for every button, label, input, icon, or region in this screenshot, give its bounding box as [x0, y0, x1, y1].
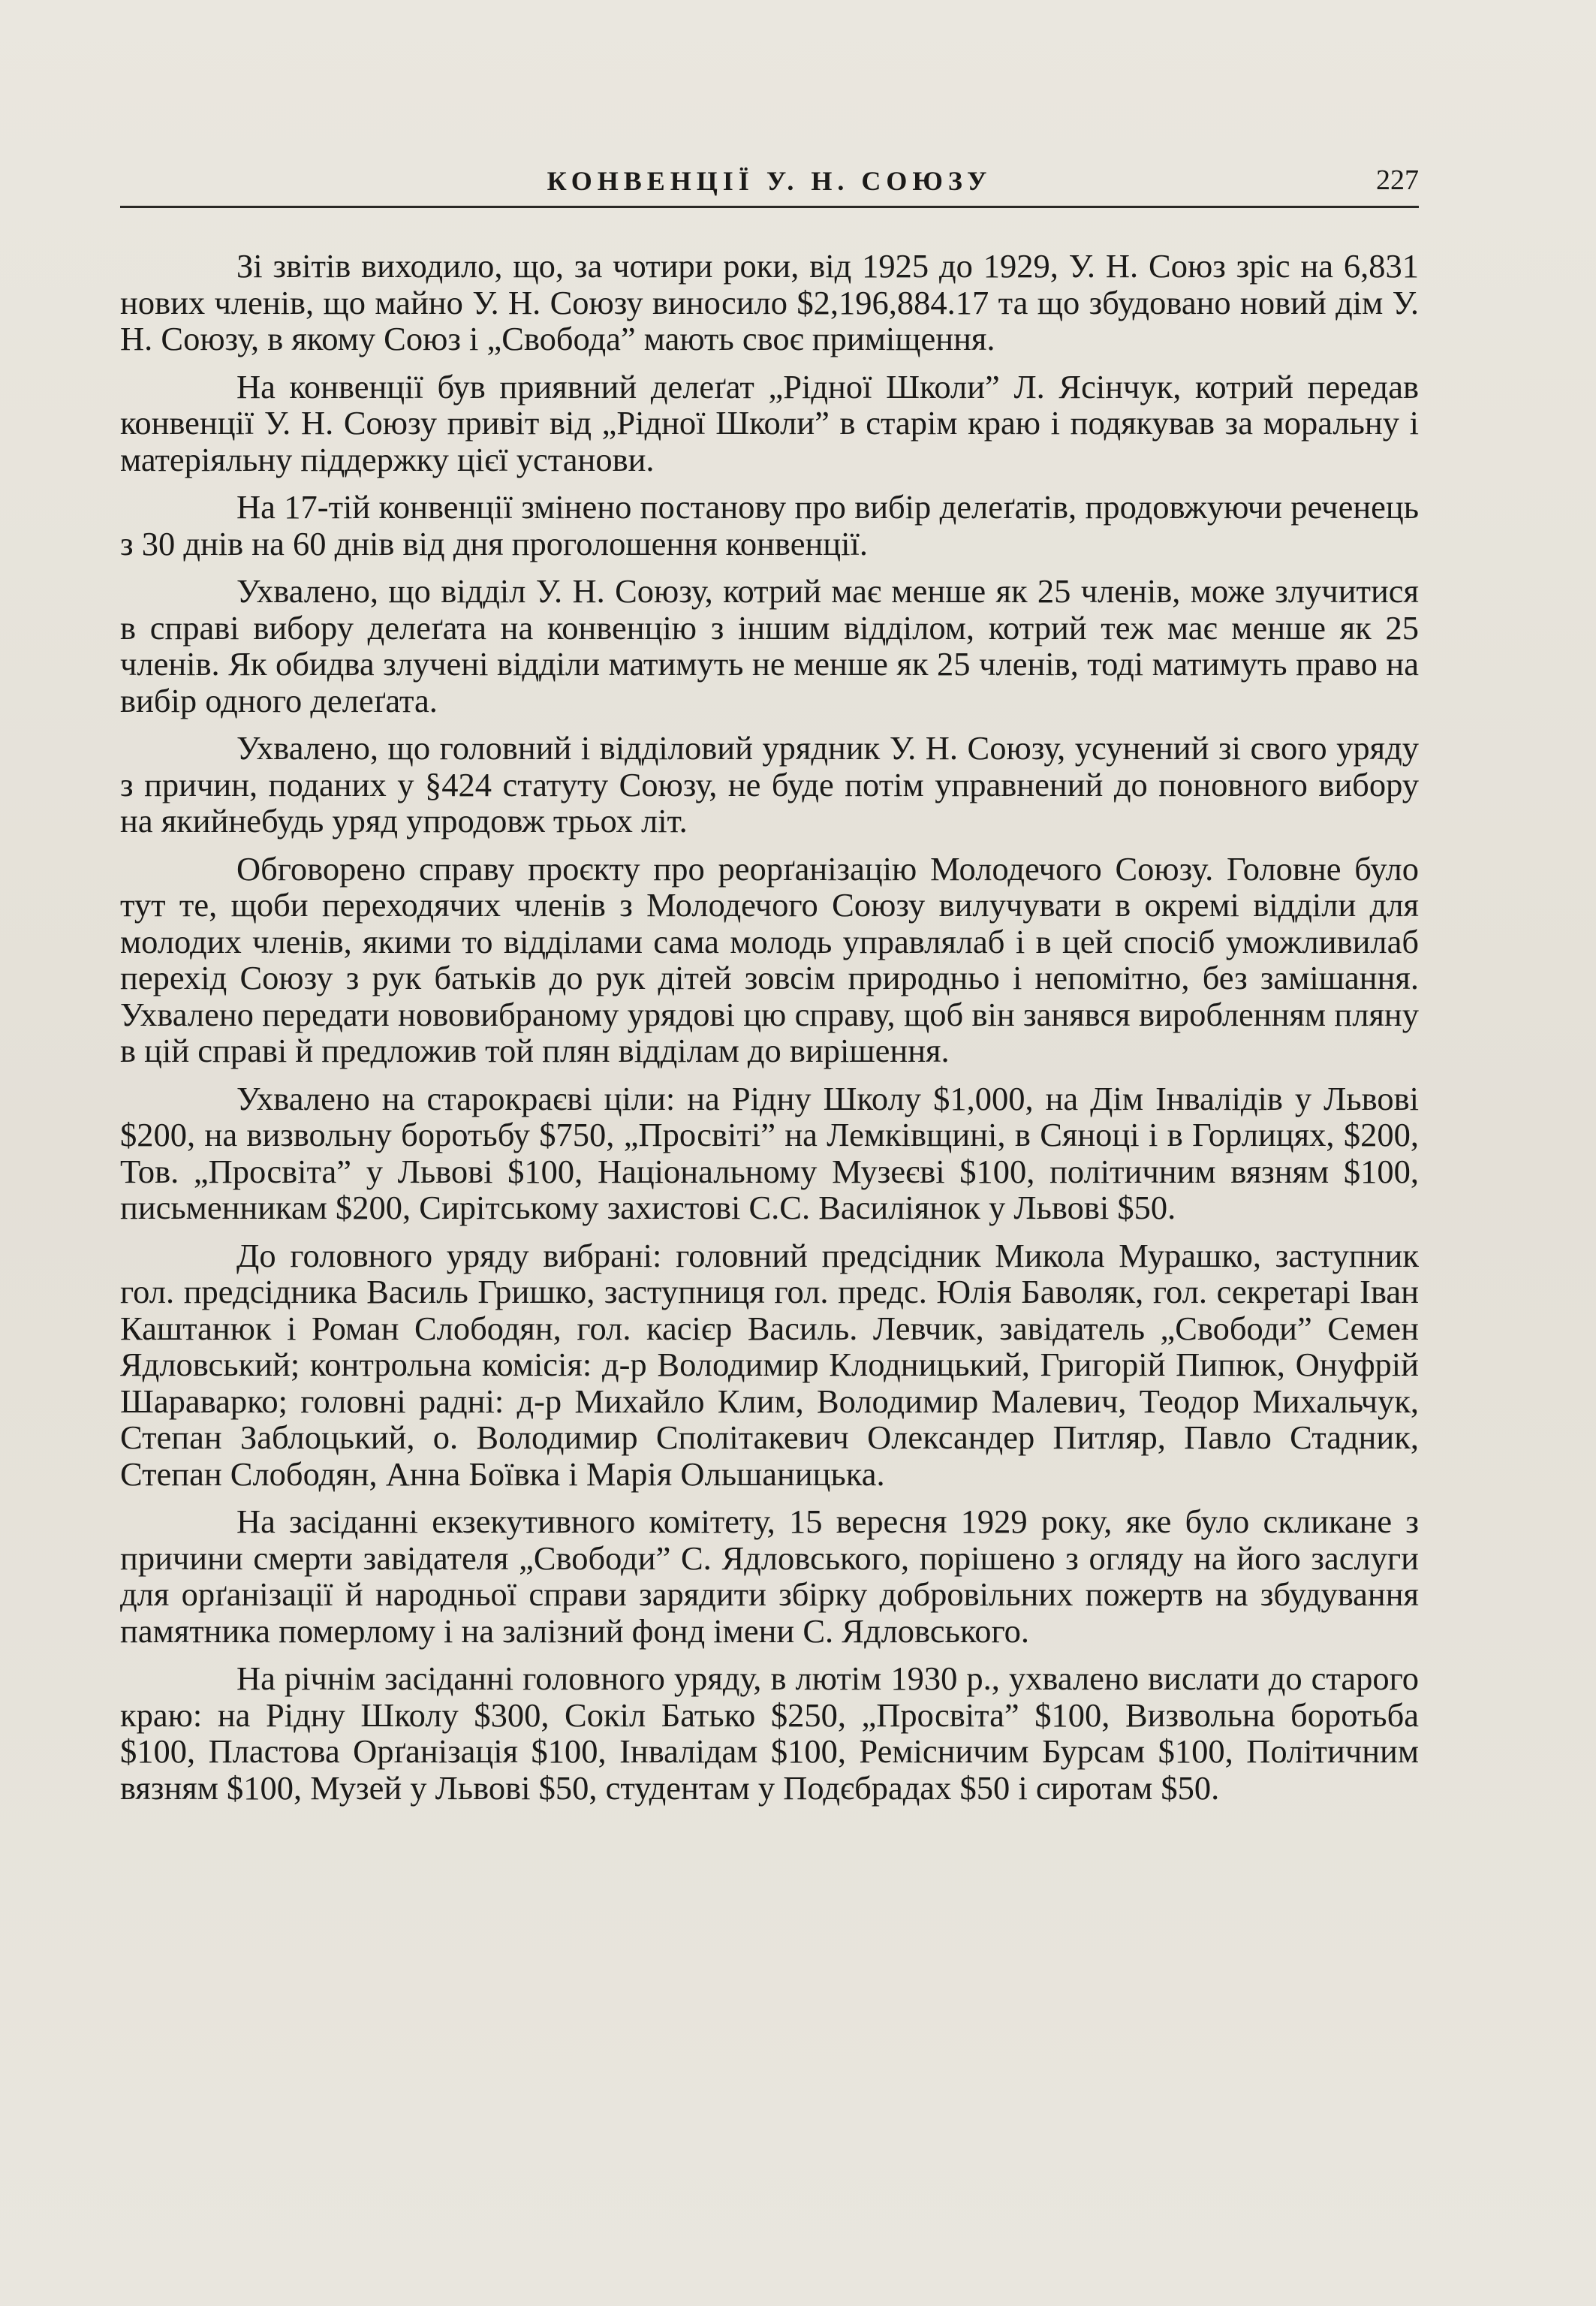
paragraph: На річнім засіданні головного уряду, в лютім 1930 р., ухвалено вислати до старого краю: на Рідну Школу $300, Сокіл Батько $250, „Просвіта” $100, Визвольна боротьба $100, Пластова Орґанізація $100, Інвалідам $100, Ремісничим Бурсам $100, Політичним вязням $100, Музей у Львові $50, студентам у Подєбрадах $50 і сиротам $50. [120, 1659, 1419, 1807]
page-number: 227 [1376, 164, 1419, 196]
body-text [120, 248, 1419, 1817]
paragraph: До головного уряду вибрані: головний предсідник Микола Мурашко, заступник гол. предсідника Василь Гришко, заступниця гол. предс. Юлія Баволяк, гол. секретарі Іван Каштанюк і Роман Слободян, гол. касієр Василь. Левчик, завідатель „Свободи” Семен Ядловський; контрольна комісія: д-р Володимир Клодницький, Григорій Пипюк, Онуфрій Шараварко; головні радні: д-р Михайло Клим, Володимир Малевич, Теодор Михальчук, Степан Заблоцький, о. Володимир Сполітакевич Олександер Питляр, Павло Стадник, Степан Слободян, Анна Боївка і Марія Ольшаницька. [120, 1236, 1419, 1493]
paragraph: На 17-тій конвенції змінено постанову про вибір делеґатів, продовжуючи реченець з 30 днів на 60 днів від дня проголошення конвенції. [120, 488, 1419, 562]
paragraph: На засіданні екзекутивного комітету, 15 вересня 1929 року, яке було скликане з причини смерти завідателя „Свободи” С. Ядловського, порішено з огляду на його заслуги для орґанізації й народньої справи зарядити збірку добровільних пожертв на збудування памятника померлому і на залізний фонд імени С. Ядловського. [120, 1503, 1419, 1650]
paragraph: Ухвалено, що головний і відділовий урядник У. Н. Союзу, усунений зі свого уряду з причин, поданих у §424 статуту Союзу, не буде потім управнений до поновного вибору на якийнебудь уряд упродовж трьох літ. [120, 729, 1419, 840]
paragraph: Ухвалено, що відділ У. Н. Союзу, котрий має менше як 25 членів, може злучитися в справі вибору делеґата на конвенцію з іншим відділом, котрий теж має менше як 25 членів. Як обидва злучені відділи матимуть не менше як 25 членів, тоді матимуть право на вибір одного делеґата. [120, 572, 1419, 719]
paragraph: Зі звітів виходило, що, за чотири роки, від 1925 до 1929, У. Н. Союз зріс на 6,831 нових членів, що майно У. Н. Союзу виносило $2,196,884.17 та що збудовано новий дім У. Н. Союзу, в якому Союз і „Свобода” мають своє приміщення. [120, 247, 1419, 357]
page-header [120, 159, 1419, 208]
paragraph: Ухвалено на старокраєві ціли: на Рідну Школу $1,000, на Дім Інвалідів у Львові $200, на визвольну боротьбу $750, „Просвіті” на Лемківщині, в Сяноці і в Горлицях, $200, Тов. „Просвіта” у Львові $100, Національному Музеєві $100, політичним вязням $100, письменникам $200, Сирітському захистові С.С. Василіянок у Львові $50. [120, 1079, 1419, 1226]
paragraph: На конвенції був приявний делеґат „Рідної Школи” Л. Ясінчук, котрий передав конвенції У. Н. Союзу привіт від „Рідної Школи” в старім краю і подякував за моральну і матеріяльну піддержку цієї установи. [120, 367, 1419, 478]
running-title: КОНВЕНЦІЇ У. Н. СОЮЗУ [547, 166, 992, 196]
paragraph: Обговорено справу проєкту про реорґанізацію Молодечого Союзу. Головне було тут те, щоби переходячих членів з Молодечого Союзу вилучувати в окремі відділи для молодих членів, якими то відділами сама молодь управлялаб і в цей спосіб уможливилаб перехід Союзу з рук батьків до рук дітей зовсім природньо і непомітно, без замішання. Ухвалено передати нововибраному урядові цю справу, щоб він занявся виробленням пляну в цій справі й предложив той плян відділам до вирішення. [120, 849, 1419, 1069]
